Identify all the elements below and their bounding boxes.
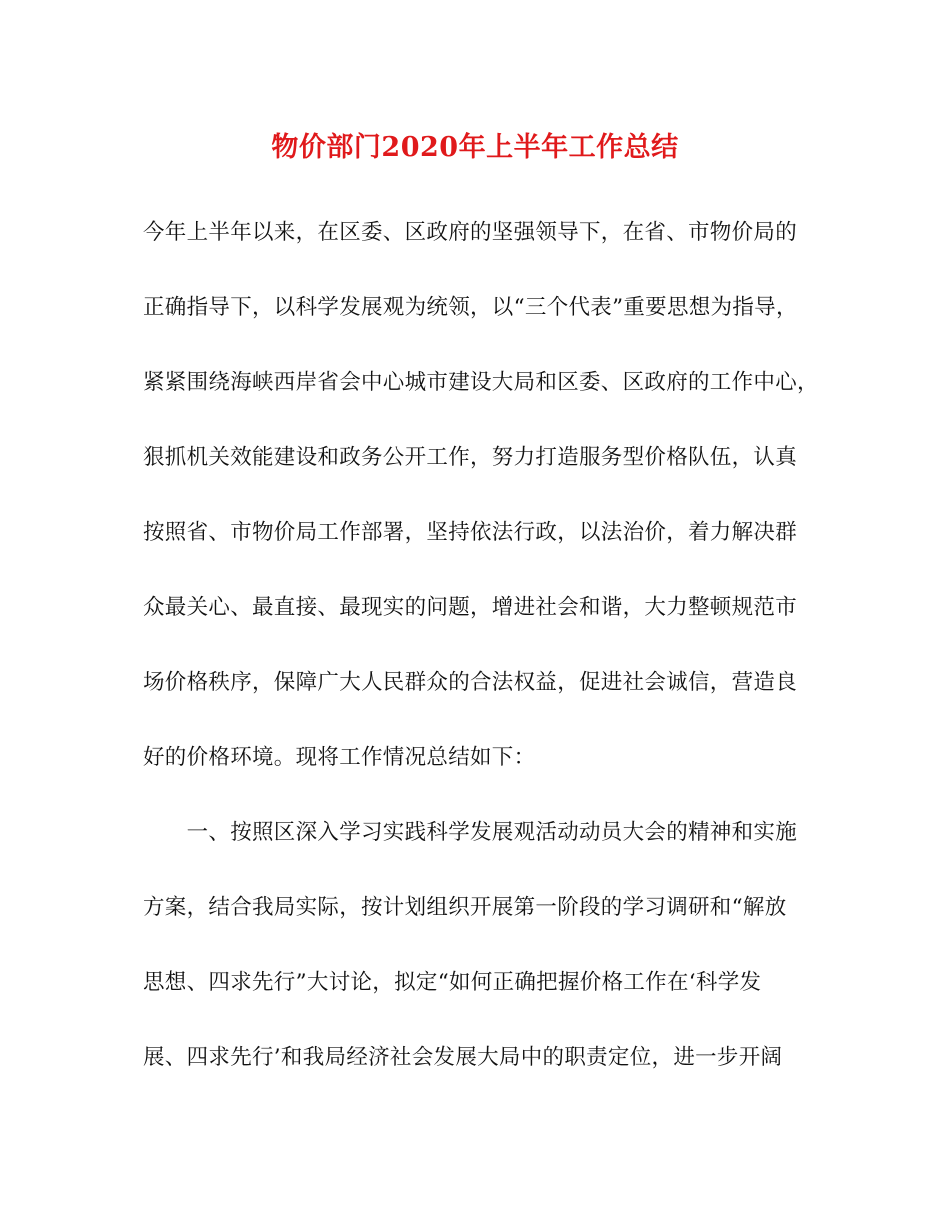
body-line-5: 按照省、市物价局工作部署，坚持依法行政，以法治价，着力解决群 (143, 520, 798, 545)
document-title: 物价部门2020年上半年工作总结 (271, 132, 679, 163)
body-line-3: 紧紧围绕海峡西岸省会中心城市建设大局和区委、区政府的工作中心， (143, 370, 819, 395)
body-line-1: 今年上半年以来，在区委、区政府的坚强领导下，在省、市物价局的 (143, 220, 798, 245)
body-line-12: 展、四求先行’和我局经济社会发展大局中的职责定位，进一步开阔 (143, 1045, 783, 1070)
body-line-10: 方案，结合我局实际，按计划组织开展第一阶段的学习调研和“解放 (143, 895, 787, 920)
body-line-11: 思想、四求先行”大讨论，拟定“如何正确把握价格工作在‘科学发 (143, 970, 762, 995)
body-line-2: 正确指导下，以科学发展观为统领，以“三个代表”重要思想为指导， (143, 295, 798, 320)
body-line-4: 狠抓机关效能建设和政务公开工作，努力打造服务型价格队伍，认真 (143, 445, 798, 470)
body-line-7: 场价格秩序，保障广大人民群众的合法权益，促进社会诚信，营造良 (143, 670, 798, 695)
body-line-8: 好的价格环境。现将工作情况总结如下： (143, 745, 536, 770)
body-line-6: 众最关心、最直接、最现实的问题，增进社会和谐，大力整顿规范市 (143, 595, 798, 620)
body-line-9: 一、按照区深入学习实践科学发展观活动动员大会的精神和实施 (143, 820, 798, 845)
